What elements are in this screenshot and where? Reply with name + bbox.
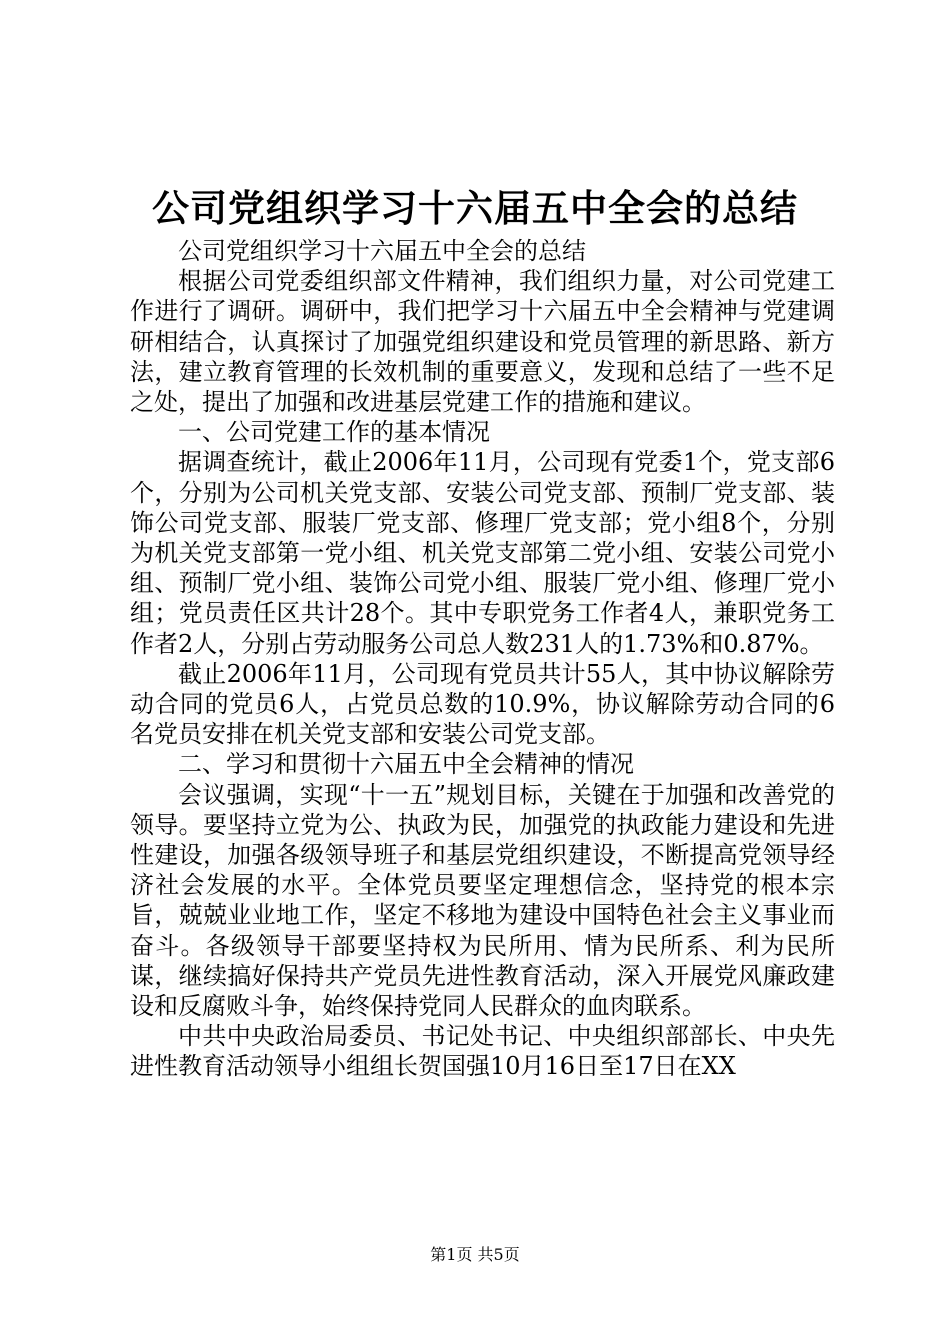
section-heading-2: 二、学习和贯彻十六届五中全会精神的情况 xyxy=(178,750,634,779)
paragraph-statistics: 据调查统计，截止2006年11月，公司现有党委1个，党支部6个，分别为公司机关党支部、安装公司党支部、预制厂党支部、装饰公司党支部、服装厂党支部、修理厂党支部；党小组8个，分别为机关党支部第一党小组、机关党支部第二党小组、安装公司党小组、预制厂党小组、装饰公司党小组、服装厂党小组、修理厂党小组；党员责任区共计28个。其中专职党务工作者4人，兼职党务工作者2人，分别占劳动服务公司总人数231人的1.73%和0.87%。 xyxy=(130,448,835,658)
section-heading-1: 一、公司党建工作的基本情况 xyxy=(178,418,490,447)
document-body xyxy=(130,236,835,1082)
page-number-footer: 第1页 共5页 xyxy=(430,1245,520,1264)
paragraph-intro: 根据公司党委组织部文件精神，我们组织力量，对公司党建工作进行了调研。调研中，我们把学习十六届五中全会精神与党建调研相结合，认真探讨了加强党组织建设和党员管理的新思路、新方法，建立教育管理的长效机制的重要意义，发现和总结了一些不足之处，提出了加强和改进基层党建工作的措施和建议。 xyxy=(130,267,835,417)
paragraph-subtitle: 公司党组织学习十六届五中全会的总结 xyxy=(178,237,586,265)
paragraph-meeting: 会议强调，实现“十一五”规划目标，关键在于加强和改善党的领导。要坚持立党为公、执政为民，加强党的执政能力建设和先进性建设，加强各级领导班子和基层党组织建设，不断提高党领导经济社会发展的水平。全体党员要坚定理想信念，坚持党的根本宗旨，兢兢业业地工作，坚定不移地为建设中国特色社会主义事业而奋斗。各级领导干部要坚持权为民所用、情为民所系、利为民所谋，继续搞好保持共产党员先进性教育活动，深入开展党风廉政建设和反腐败斗争，始终保持党同人民群众的血肉联系。 xyxy=(130,780,835,1021)
paragraph-continuation: 中共中央政治局委员、书记处书记、中央组织部部长、中央先进性教育活动领导小组组长贺国强10月16日至17日在XX xyxy=(130,1022,835,1081)
document-title: 公司党组织学习十六届五中全会的总结 xyxy=(152,186,798,230)
paragraph-members: 截止2006年11月，公司现有党员共计55人，其中协议解除劳动合同的党员6人，占党员总数的10.9%，协议解除劳动合同的6名党员安排在机关党支部和安装公司党支部。 xyxy=(130,659,835,749)
